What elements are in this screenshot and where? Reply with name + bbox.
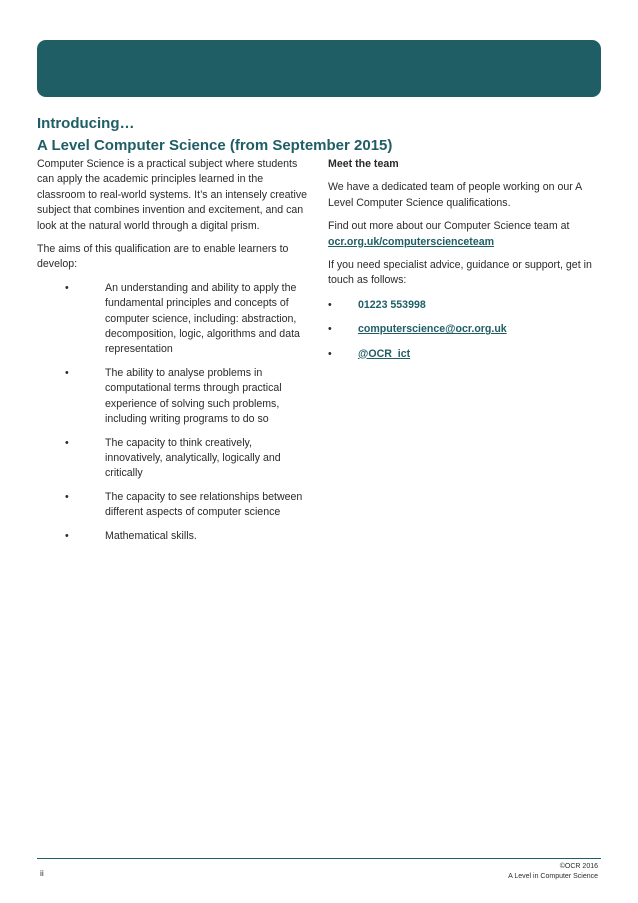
list-item [37, 366, 310, 428]
meet-team-heading: Meet the team [328, 158, 399, 170]
bullet-icon: • [65, 281, 69, 294]
bullet-icon: • [328, 323, 332, 336]
intro-heading [37, 113, 601, 157]
copyright-text: ©OCR 2016 [559, 863, 598, 870]
team-link[interactable]: ocr.org.uk/computerscienceteam [328, 235, 495, 248]
bullet-icon: • [65, 529, 69, 542]
list-item [37, 281, 310, 358]
bullet-icon: • [65, 490, 69, 503]
list-item [37, 436, 310, 482]
aims-intro-paragraph: The aims of this qualification are to enable learners to develop: [37, 243, 289, 271]
contact-list [328, 298, 602, 362]
team-paragraph: We have a dedicated team of people working on our A Level Computer Science qualifications. [328, 181, 582, 209]
aim-text: An understanding and ability to apply the fundamental principles and concepts of computer science, including: abstraction, decomposition, logic, algorithms and data representation [105, 281, 300, 356]
list-item [328, 322, 602, 337]
list-item [37, 490, 310, 521]
bullet-icon: • [328, 347, 332, 360]
header-banner [37, 40, 601, 97]
footer-divider [37, 858, 601, 859]
phone-number[interactable]: 01223 553998 [358, 298, 426, 311]
find-out-text: Find out more about our Computer Science team at [328, 220, 570, 233]
email-link[interactable]: computerscience@ocr.org.uk [358, 323, 507, 336]
aim-text: The ability to analyse problems in computational terms through practical experience of solving such problems, including writing programs to do so [105, 366, 282, 426]
right-column [328, 157, 602, 371]
aim-text: Mathematical skills. [105, 529, 197, 542]
find-out-paragraph [328, 219, 602, 250]
intro-title: Introducing… [37, 115, 135, 132]
bullet-icon: • [65, 436, 69, 449]
aims-list [37, 281, 310, 544]
aim-text: The capacity to think creatively, innovatively, analytically, logically and critically [105, 436, 281, 480]
left-column [37, 157, 310, 552]
footer-info [508, 862, 598, 882]
bullet-icon: • [328, 298, 332, 311]
bullet-icon: • [65, 366, 69, 379]
aim-text: The capacity to see relationships between different aspects of computer science [105, 490, 303, 519]
list-item [328, 298, 602, 313]
page-number: ii [40, 868, 44, 878]
support-paragraph: If you need specialist advice, guidance or support, get in touch as follows: [328, 259, 592, 287]
twitter-link[interactable]: @OCR_ict [358, 347, 411, 360]
intro-paragraph: Computer Science is a practical subject where students can apply the academic principles learned in the classroom to real-world systems. It’s an intensely creative subject that combines invention and excitement, and can look at the natural world through a digital prism. [37, 158, 308, 232]
list-item [328, 347, 602, 362]
page-title: A Level Computer Science (from September 2015) [37, 137, 393, 154]
course-name: A Level in Computer Science [508, 873, 598, 880]
list-item [37, 529, 310, 544]
